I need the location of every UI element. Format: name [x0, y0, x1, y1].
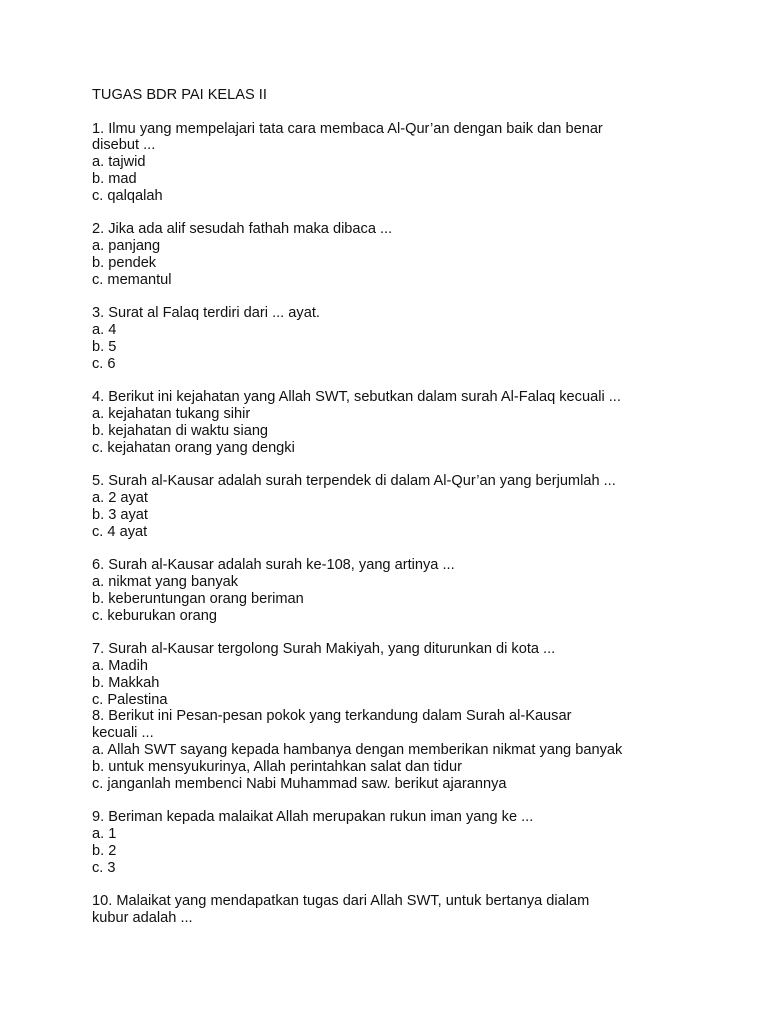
- document-content: [92, 87, 692, 944]
- answer-option: a. panjang: [92, 238, 161, 255]
- question-text: 4. Berikut ini kejahatan yang Allah SWT, sebutkan dalam surah Al-Falaq kecuali ...: [92, 389, 621, 406]
- question-2: [92, 221, 692, 288]
- answer-option: a. 2 ayat: [92, 490, 148, 507]
- question-text: 10. Malaikat yang mendapatkan tugas dari Allah SWT, untuk bertanya dialam: [92, 893, 590, 910]
- question-text: 2. Jika ada alif sesudah fathah maka dibaca ...: [92, 221, 393, 238]
- answer-option: a. kejahatan tukang sihir: [92, 406, 251, 423]
- answer-option: b. 2: [92, 842, 117, 859]
- question-7: [92, 641, 692, 708]
- question-text: 1. Ilmu yang mempelajari tata cara membaca Al-Qur’an dengan baik dan benar: [92, 120, 603, 137]
- answer-option: b. keberuntungan orang beriman: [92, 590, 304, 607]
- answer-option: c. Palestina: [92, 691, 168, 708]
- question-text: 7. Surah al-Kausar tergolong Surah Makiyah, yang diturunkan di kota ...: [92, 641, 556, 658]
- answer-option: a. Madih: [92, 658, 148, 675]
- question-4: [92, 389, 692, 456]
- answer-option: c. 4 ayat: [92, 523, 148, 540]
- answer-option: b. kejahatan di waktu siang: [92, 422, 269, 439]
- question-text: 3. Surat al Falaq terdiri dari ... ayat.: [92, 305, 320, 322]
- answer-option: c. janganlah membenci Nabi Muhammad saw. berikut ajarannya: [92, 775, 507, 792]
- answer-option: a. nikmat yang banyak: [92, 574, 239, 591]
- answer-option: a. Allah SWT sayang kepada hambanya dengan memberikan nikmat yang banyak: [92, 742, 623, 759]
- answer-option: a. tajwid: [92, 154, 146, 171]
- question-text: 8. Berikut ini Pesan-pesan pokok yang terkandung dalam Surah al-Kausar: [92, 708, 572, 725]
- answer-option: a. 1: [92, 826, 117, 843]
- question-10: [92, 893, 692, 927]
- answer-option: b. 5: [92, 338, 117, 355]
- answer-option: b. pendek: [92, 254, 157, 271]
- question-1: [92, 121, 692, 205]
- answer-option: b. mad: [92, 170, 137, 187]
- question-5: [92, 473, 692, 540]
- question-text: 5. Surah al-Kausar adalah surah terpendek di dalam Al-Qur’an yang berjumlah ...: [92, 473, 616, 490]
- answer-option: c. kejahatan orang yang dengki: [92, 439, 295, 456]
- answer-option: a. 4: [92, 322, 117, 339]
- answer-option: c. qalqalah: [92, 187, 163, 204]
- answer-option: c. 3: [92, 859, 116, 876]
- question-9: [92, 809, 692, 876]
- question-text: disebut ...: [92, 137, 156, 154]
- question-text: kecuali ...: [92, 725, 154, 742]
- question-text: 9. Beriman kepada malaikat Allah merupakan rukun iman yang ke ...: [92, 809, 534, 826]
- answer-option: c. memantul: [92, 271, 172, 288]
- question-text: kubur adalah ...: [92, 910, 193, 927]
- question-6: [92, 557, 692, 624]
- answer-option: b. Makkah: [92, 674, 160, 691]
- document-title: TUGAS BDR PAI KELAS II: [92, 87, 267, 103]
- answer-option: b. untuk mensyukurinya, Allah perintahkan salat dan tidur: [92, 758, 462, 775]
- question-3: [92, 305, 692, 372]
- answer-option: b. 3 ayat: [92, 506, 148, 523]
- question-text: 6. Surah al-Kausar adalah surah ke-108, yang artinya ...: [92, 557, 455, 574]
- question-8: [92, 708, 692, 792]
- answer-option: c. keburukan orang: [92, 607, 217, 624]
- answer-option: c. 6: [92, 355, 116, 372]
